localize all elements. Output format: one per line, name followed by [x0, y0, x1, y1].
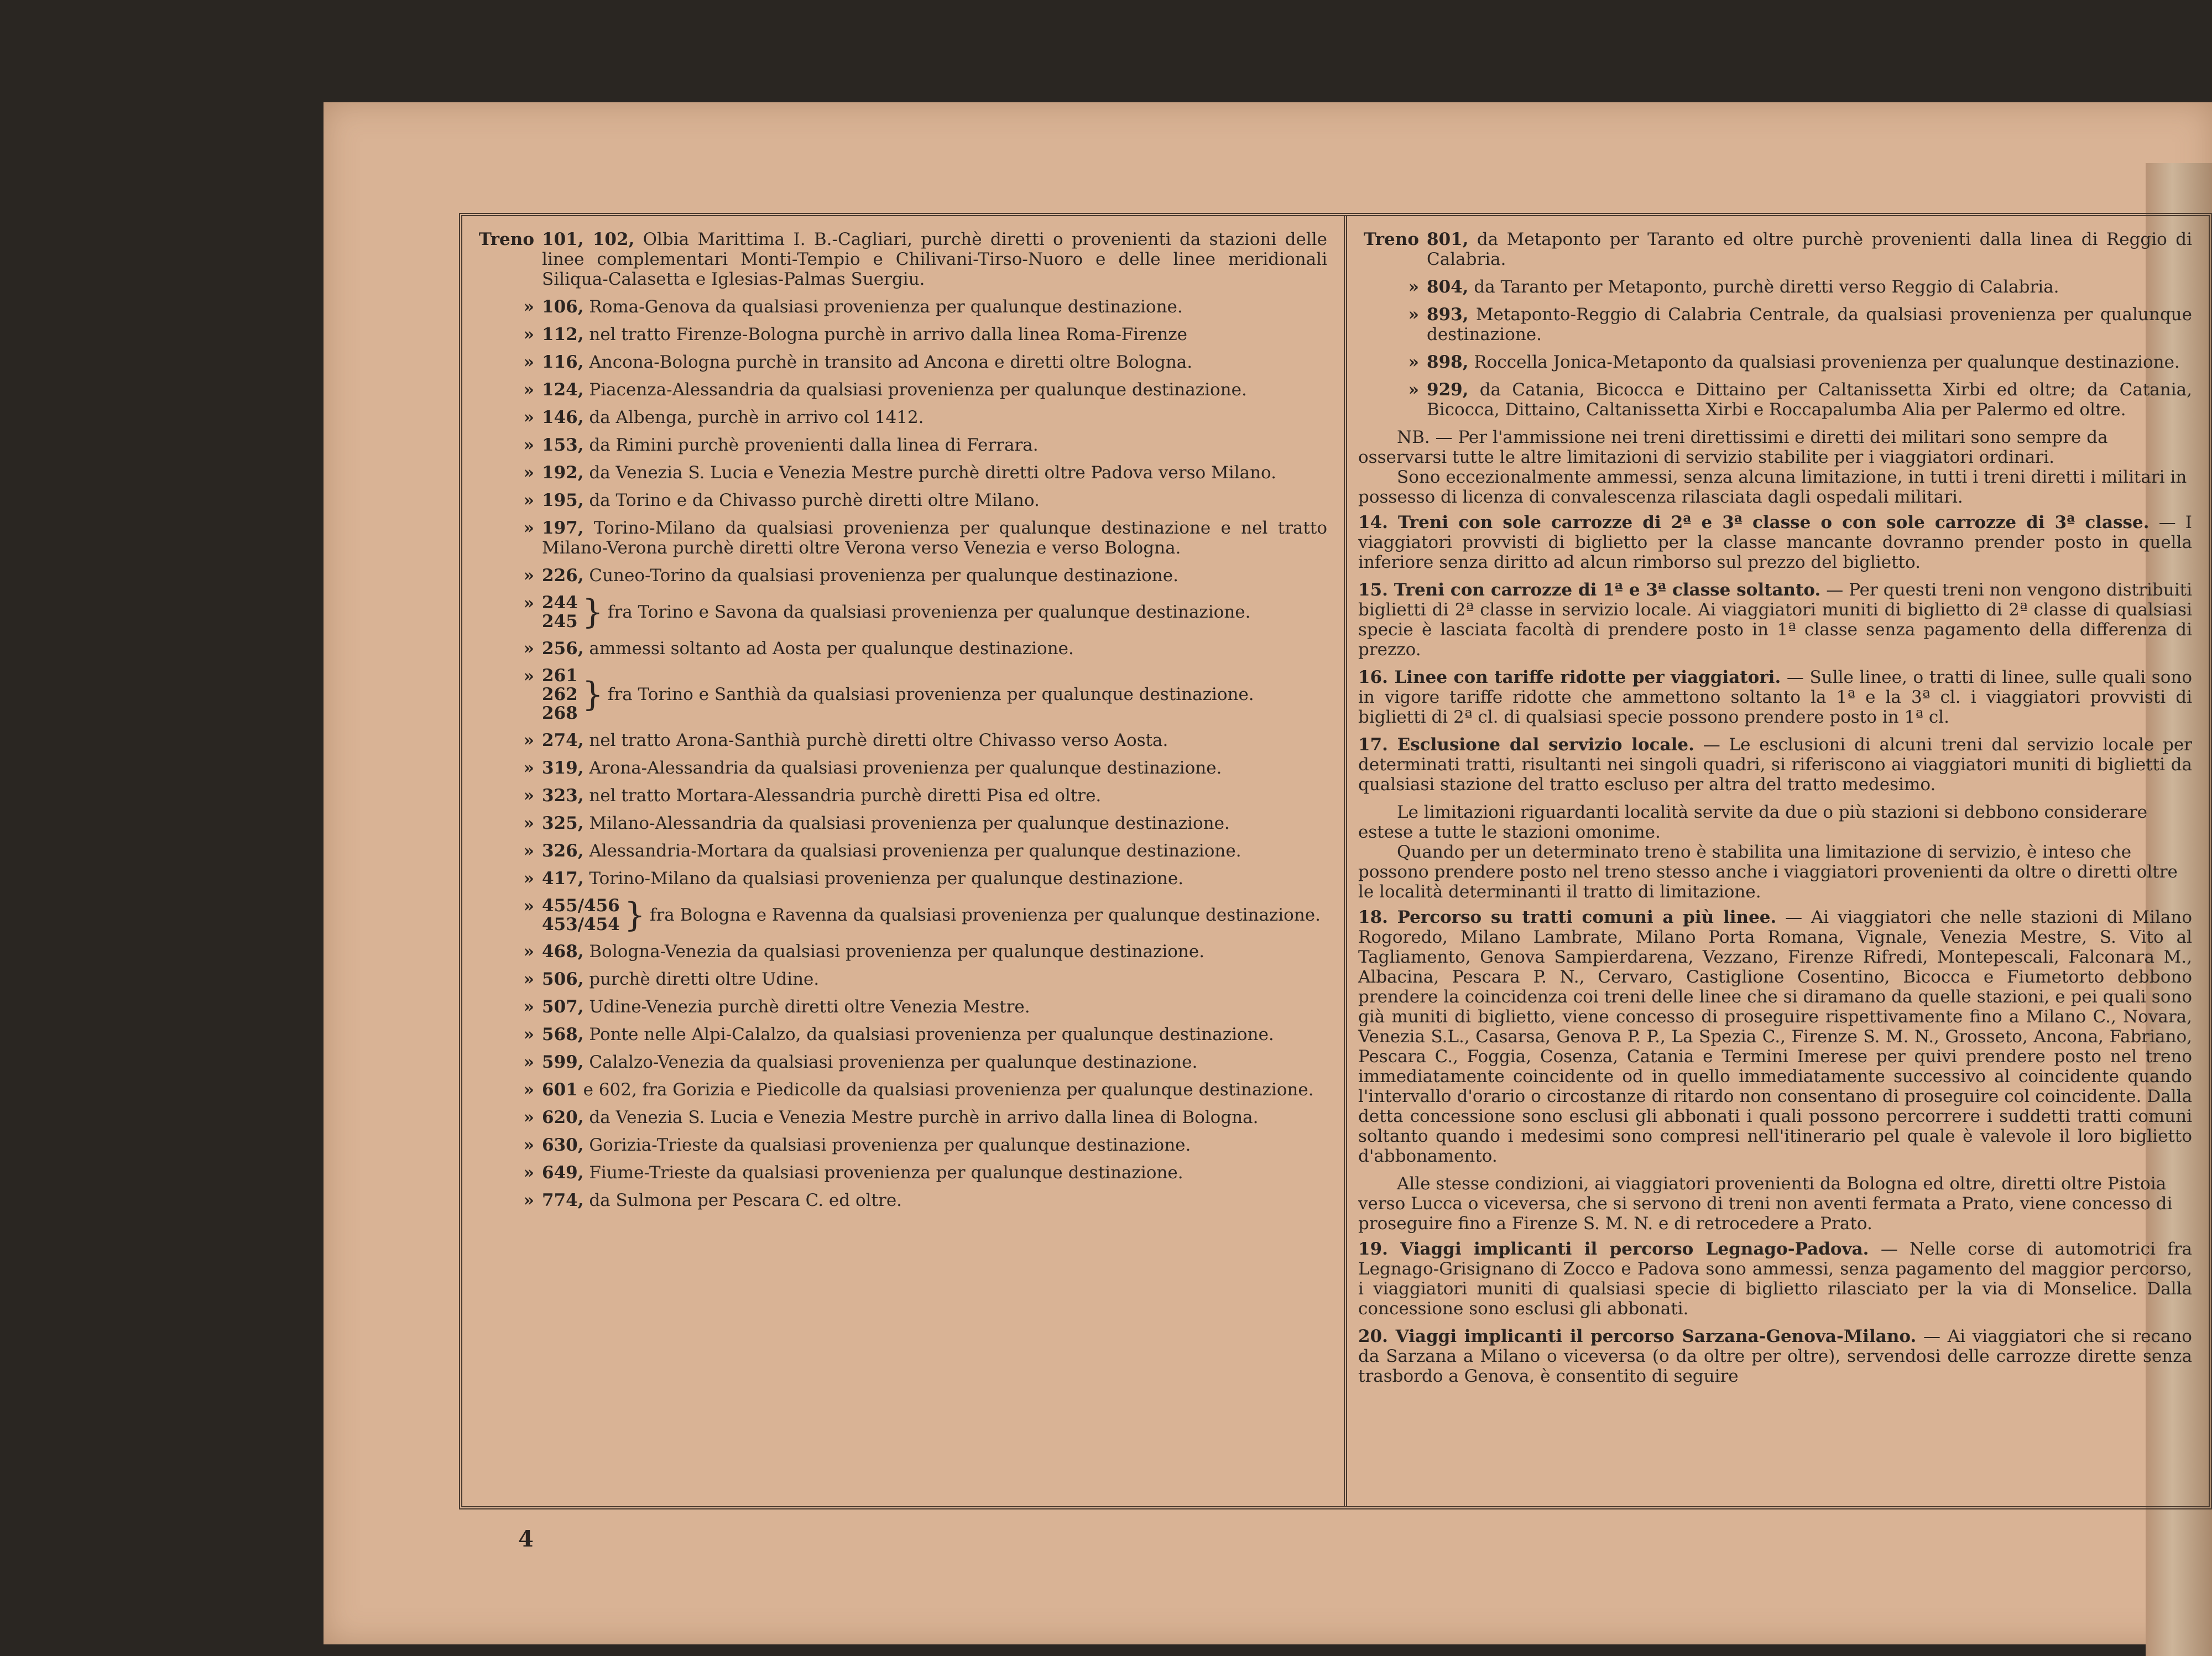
train-entry — [473, 490, 1327, 510]
train-number: 153, — [542, 435, 584, 455]
book-page — [324, 102, 2212, 1644]
section-18: 18. Percorso su tratti comuni a più linee. — Ai viaggiatori che nelle stazioni di Milano Rogoredo, Milano Lambrate, Milano Porta Romana, Vignale, Venezia Mestre, S. Vito al Tagliamento, Genova Sampierdarena, Vezzano, Firenze Rifredi, Montepescali, Falconara M., Albacina, Pescara P. N., Cervaro, Castiglione Cosentino, Bicocca e Fiumetorto debbono prendere la coincidenza coi treni delle linee che si diramano da quelle stazioni, e pei quali sono già muniti di biglietto, viene concesso di proseguire rispettivamente fino a Milano C., Novara, Venezia S.L., Casarsa, Genova P. P., La Spezia C., Firenze S. M. N., Grosseto, Ancona, Fabriano, Pescara C., Foggia, Cosenza, Catania e Termini Imerese per quivi prendere posto nel treno immediatamente coincidente od in quello immediatamente successivo al coincidente quando l'intervallo d'orario o circostanze di ritardo non consentano di proseguire col coincidente. Dalla detta concessione sono esclusi gli abbonati i quali possono percorrere i suddetti tratti comuni soltanto quando i medesimi sono compresi nell'itinerario pel quale è valevole il loro biglietto d'abbonamento. — [1358, 907, 2192, 1166]
train-entry — [473, 813, 1327, 833]
entry-marker: » — [523, 566, 534, 586]
entry-text: nel tratto Mortara-Alessandria purchè diretti Pisa ed oltre. — [583, 786, 1102, 806]
train-entry — [473, 380, 1327, 400]
entry-marker: » — [523, 1190, 534, 1210]
brace: } — [624, 896, 645, 934]
section-17-paragraph: Le limitazioni riguardanti località servite da due o più stazioni si debbono considerare estese a tutte le stazioni omonime. — [1358, 802, 2148, 842]
entry-text: da Torino e da Chivasso purchè diretti oltre Milano. — [583, 490, 1040, 510]
entry-marker: » — [523, 730, 534, 750]
entry-text: da Venezia S. Lucia e Venezia Mestre purchè diretti oltre Padova verso Milano. — [583, 463, 1277, 483]
train-entry — [473, 566, 1327, 586]
train-number: 630, — [542, 1135, 584, 1155]
entry-text: nel tratto Arona-Santhià purchè diretti oltre Chivasso verso Aosta. — [583, 730, 1168, 750]
train-entry — [473, 1025, 1327, 1044]
entry-text: Torino-Milano da qualsiasi provenienza per qualunque destinazione. — [583, 869, 1184, 889]
section-19: 19. Viaggi implicanti il percorso Legnago-Padova. — Nelle corse di automotrici fra Legnago-Grisignano di Zocco e Padova sono ammessi, senza pagamento del maggior percorso, i viaggiatori muniti di qualsiasi specie di biglietto rilasciato per la via di Monselice. Dalla concessione sono esclusi gli abbonati. — [1358, 1239, 2192, 1319]
entry-text: da Catania, Bicocca e Dittaino per Caltanissetta Xirbi ed oltre; da Catania, Bicocca, Dittaino, Caltanissetta Xirbi e Roccapalumba Alia per Palermo ed oltre. — [1427, 380, 2192, 420]
train-entry — [473, 969, 1327, 989]
train-number: 620, — [542, 1108, 584, 1127]
train-entry — [473, 1108, 1327, 1127]
entry-text: fra Bologna e Ravenna da qualsiasi provenienza per qualunque destinazione. — [649, 905, 1321, 925]
entry-text: da Sulmona per Pescara C. ed oltre. — [583, 1190, 902, 1210]
section-17-paragraph: Quando per un determinato treno è stabilita una limitazione di servizio, è inteso che possono prendere posto nel treno stesso anche i viaggiatori provenienti da oltre o diretti oltre le località determinanti il tratto di limitazione. — [1358, 842, 2178, 902]
entry-text: da Rimini purchè provenienti dalla linea di Ferrara. — [583, 435, 1039, 455]
train-entry-group: » 244 245 } fra Torino e Savona da qualsiasi provenienza per qualunque destinazione. — [523, 593, 1251, 631]
train-number: 893, — [1427, 305, 1469, 325]
entry-marker: » — [523, 1052, 534, 1072]
entry-text: Calalzo-Venezia da qualsiasi provenienza per qualunque destinazione. — [583, 1052, 1198, 1072]
train-entry-group: » 261 262 268 } fra Torino e Santhià da qualsiasi provenienza per qualunque destinazione. — [523, 666, 1254, 723]
entry-marker: » — [523, 1108, 534, 1127]
train-numbers: 244 245 — [542, 593, 578, 631]
entry-text: purchè diretti oltre Udine. — [583, 969, 820, 989]
entry-text: Ponte nelle Alpi-Calalzo, da qualsiasi provenienza per qualunque destinazione. — [583, 1025, 1274, 1044]
train-number: 804, — [1427, 277, 1469, 297]
page-number: 4 — [518, 1526, 534, 1552]
entry-text: da Albenga, purchè in arrivo col 1412. — [583, 408, 924, 427]
entry-text: da Metaponto per Taranto ed oltre purchè provenienti dalla linea di Reggio di Calabria. — [1427, 229, 2192, 269]
entry-text: Bologna-Venezia da qualsiasi provenienza per qualunque destinazione. — [583, 942, 1205, 962]
train-number: 195, — [542, 490, 584, 510]
train-entry — [473, 1135, 1327, 1155]
entry-text: Metaponto-Reggio di Calabria Centrale, da qualsiasi provenienza per qualunque destinazione. — [1427, 305, 2192, 344]
train-entry — [473, 408, 1327, 427]
train-number: 274, — [542, 730, 584, 750]
entry-text: Torino-Milano da qualsiasi provenienza per qualunque destinazione e nel tratto Milano-Verona purchè diretti oltre Verona verso Venezia e verso Bologna. — [542, 518, 1327, 558]
train-number: 226, — [542, 566, 584, 586]
train-number: 468, — [542, 942, 584, 962]
train-entry — [473, 730, 1327, 750]
entry-text: fra Torino e Savona da qualsiasi provenienza per qualunque destinazione. — [607, 602, 1251, 622]
entry-marker: Treno — [1363, 229, 1419, 249]
entry-marker: » — [523, 352, 534, 372]
entry-text: Ancona-Bologna purchè in transito ad Ancona e diretti oltre Bologna. — [583, 352, 1193, 372]
train-number: 801, — [1427, 229, 1469, 249]
train-number: 101, 102, — [542, 229, 635, 249]
train-entry — [1358, 352, 2192, 372]
train-numbers: 261 262 268 — [542, 666, 578, 723]
train-entry — [1358, 229, 2192, 269]
entry-text: Roma-Genova da qualsiasi provenienza per qualunque destinazione. — [583, 297, 1183, 317]
train-entry — [473, 352, 1327, 372]
entry-text: nel tratto Firenze-Bologna purchè in arrivo dalla linea Roma-Firenze — [583, 325, 1188, 344]
entry-marker: Treno — [478, 229, 534, 249]
train-entry: » 256, ammessi soltanto ad Aosta per qualunque destinazione. — [523, 639, 1074, 659]
entry-marker: » — [523, 786, 534, 806]
entry-text: Roccella Jonica-Metaponto da qualsiasi provenienza per qualunque destinazione. — [1468, 352, 2180, 372]
train-entry — [473, 325, 1327, 344]
train-number: 319, — [542, 758, 584, 778]
entry-marker: » — [523, 813, 534, 833]
section-20: 20. Viaggi implicanti il percorso Sarzana-Genova-Milano. — Ai viaggiatori che si recano da Sarzana a Milano o viceversa (o da oltre per oltre), servendosi delle carrozze dirette senza trasbordo a Genova, è consentito di seguire — [1358, 1326, 2192, 1386]
text-frame — [459, 213, 2212, 1509]
section-17: 17. Esclusione dal servizio locale. — Le esclusioni di alcuni treni dal servizio locale per determinati tratti, risultanti nei singoli quadri, si riferiscono ai viaggiatori muniti di biglietti da qualsiasi stazione del tratto escluso per altra del tratto medesimo. — [1358, 735, 2192, 795]
train-numbers: 455/456 453/454 — [542, 896, 620, 934]
entry-marker: » — [523, 297, 534, 317]
train-number: 568, — [542, 1025, 584, 1044]
train-entry — [473, 1163, 1327, 1183]
entry-marker: » — [523, 325, 534, 344]
train-entry — [1358, 305, 2192, 344]
train-entry — [473, 463, 1327, 483]
entry-marker: » — [523, 997, 534, 1017]
train-entry — [473, 518, 1327, 558]
train-entry — [473, 997, 1327, 1017]
left-column — [462, 216, 1347, 1506]
entry-text: da Taranto per Metaponto, purchè diretti verso Reggio di Calabria. — [1468, 277, 2059, 297]
train-entry — [1358, 380, 2192, 420]
train-number: 929, — [1427, 380, 1469, 400]
entry-text: Fiume-Trieste da qualsiasi provenienza per qualunque destinazione. — [583, 1163, 1183, 1183]
train-entry — [473, 786, 1327, 806]
entry-marker: » — [1408, 380, 1419, 400]
entry-marker: » — [523, 1025, 534, 1044]
train-entry — [473, 1052, 1327, 1072]
entry-marker: » — [523, 518, 534, 538]
train-number: 601 — [542, 1080, 578, 1100]
train-number: 323, — [542, 786, 584, 806]
train-number: 146, — [542, 408, 584, 427]
train-entry — [473, 942, 1327, 962]
train-entry — [473, 841, 1327, 861]
section-14: 14. Treni con sole carrozze di 2ª e 3ª classe o con sole carrozze di 3ª classe. — I viaggiatori provvisti di biglietto per la classe mancante dovranno prender posto in quella inferiore senza diritto ad alcun rimborso sul prezzo del biglietto. — [1358, 513, 2192, 572]
entry-text: Cuneo-Torino da qualsiasi provenienza per qualunque destinazione. — [583, 566, 1178, 586]
entry-text: Arona-Alessandria da qualsiasi provenienza per qualunque destinazione. — [583, 758, 1222, 778]
entry-marker: » — [523, 1080, 534, 1100]
entry-marker: » — [523, 758, 534, 778]
train-number: 898, — [1427, 352, 1469, 372]
train-entry — [473, 1080, 1327, 1100]
train-entry — [473, 1190, 1327, 1210]
entry-marker: » — [523, 1163, 534, 1183]
entry-text: Olbia Marittima I. B.-Cagliari, purchè diretti o provenienti da stazioni delle linee complementari Monti-Tempio e Chilivani-Tirso-Nuoro e delle linee meridionali Siliqua-Calasetta e Iglesias-Palmas Suergiu. — [542, 229, 1327, 289]
train-entry — [473, 297, 1327, 317]
entry-marker: » — [523, 490, 534, 510]
train-entry — [1358, 277, 2192, 297]
entry-marker: » — [523, 969, 534, 989]
train-entry-group: » 455/456 453/454 } fra Bologna e Ravenna da qualsiasi provenienza per qualunque destinazione. — [523, 896, 1321, 934]
entry-text: e 602, fra Gorizia e Piedicolle da qualsiasi provenienza per qualunque destinazione. — [577, 1080, 1314, 1100]
entry-text: Milano-Alessandria da qualsiasi provenienza per qualunque destinazione. — [583, 813, 1230, 833]
entry-text: Piacenza-Alessandria da qualsiasi provenienza per qualunque destinazione. — [583, 380, 1247, 400]
entry-marker: » — [523, 463, 534, 483]
entry-text: fra Torino e Santhià da qualsiasi provenienza per qualunque destinazione. — [607, 685, 1254, 704]
entry-marker: » — [523, 869, 534, 889]
entry-marker: » — [1408, 277, 1419, 297]
train-entry — [473, 758, 1327, 778]
entry-marker: » — [523, 380, 534, 400]
train-number: 417, — [542, 869, 584, 889]
entry-marker: » — [1408, 352, 1419, 372]
entry-marker: » — [523, 435, 534, 455]
train-number: 326, — [542, 841, 584, 861]
train-entry — [473, 435, 1327, 455]
entry-marker: » — [523, 1135, 534, 1155]
train-entry — [473, 869, 1327, 889]
train-number: 599, — [542, 1052, 584, 1072]
train-number: 507, — [542, 997, 584, 1017]
nb-note: NB. — Per l'ammissione nei treni direttissimi e diretti dei militari sono sempre da osservarsi tutte le altre limitazioni di servizio stabilite per i viaggiatori ordinari. — [1358, 427, 2108, 467]
train-number: 116, — [542, 352, 584, 372]
section-18-paragraph: Alle stesse condizioni, ai viaggiatori provenienti da Bologna ed oltre, diretti oltre Pistoia verso Lucca o viceversa, che si servono di treni non aventi fermata a Prato, viene concesso di proseguire fino a Firenze S. M. N. e di retrocedere a Prato. — [1358, 1174, 2173, 1234]
entry-text: da Venezia S. Lucia e Venezia Mestre purchè in arrivo dalla linea di Bologna. — [583, 1108, 1259, 1127]
train-number: 124, — [542, 380, 584, 400]
train-number: 506, — [542, 969, 584, 989]
right-column — [1347, 216, 2209, 1506]
brace: } — [582, 675, 603, 714]
train-number: 774, — [542, 1190, 584, 1210]
entry-marker: » — [1408, 305, 1419, 325]
entry-text: Udine-Venezia purchè diretti oltre Venezia Mestre. — [583, 997, 1030, 1017]
train-number: 106, — [542, 297, 584, 317]
train-number: 112, — [542, 325, 584, 344]
entry-text: Alessandria-Mortara da qualsiasi provenienza per qualunque destinazione. — [583, 841, 1241, 861]
train-number: 325, — [542, 813, 584, 833]
section-15: 15. Treni con carrozze di 1ª e 3ª classe soltanto. — Per questi treni non vengono distribuiti biglietti di 2ª classe in servizio locale. Ai viaggiatori muniti di biglietto di 2ª classe di qualsiasi specie è lasciata facoltà di prendere posto in 1ª classe senza pagamento della differenza di prezzo. — [1358, 580, 2192, 660]
train-number: 192, — [542, 463, 584, 483]
entry-marker: » — [523, 841, 534, 861]
train-number: 649, — [542, 1163, 584, 1183]
entry-marker: » — [523, 942, 534, 962]
section-16: 16. Linee con tariffe ridotte per viaggiatori. — Sulle linee, o tratti di linee, sulle quali sono in vigore tariffe ridotte che ammettono soltanto la 1ª e la 3ª cl. i viaggiatori provvisti di biglietti di 2ª cl. di qualsiasi specie possono prendere posto in 1ª cl. — [1358, 667, 2192, 727]
nb-note: Sono eccezionalmente ammessi, senza alcuna limitazione, in tutti i treni diretti i militari in possesso di licenza di convalescenza rilasciata dagli ospedali militari. — [1358, 467, 2187, 507]
entry-marker: » — [523, 408, 534, 427]
train-number: 197, — [542, 518, 584, 538]
brace: } — [582, 593, 603, 631]
train-entry — [473, 229, 1327, 289]
entry-text: Gorizia-Trieste da qualsiasi provenienza per qualunque destinazione. — [583, 1135, 1191, 1155]
